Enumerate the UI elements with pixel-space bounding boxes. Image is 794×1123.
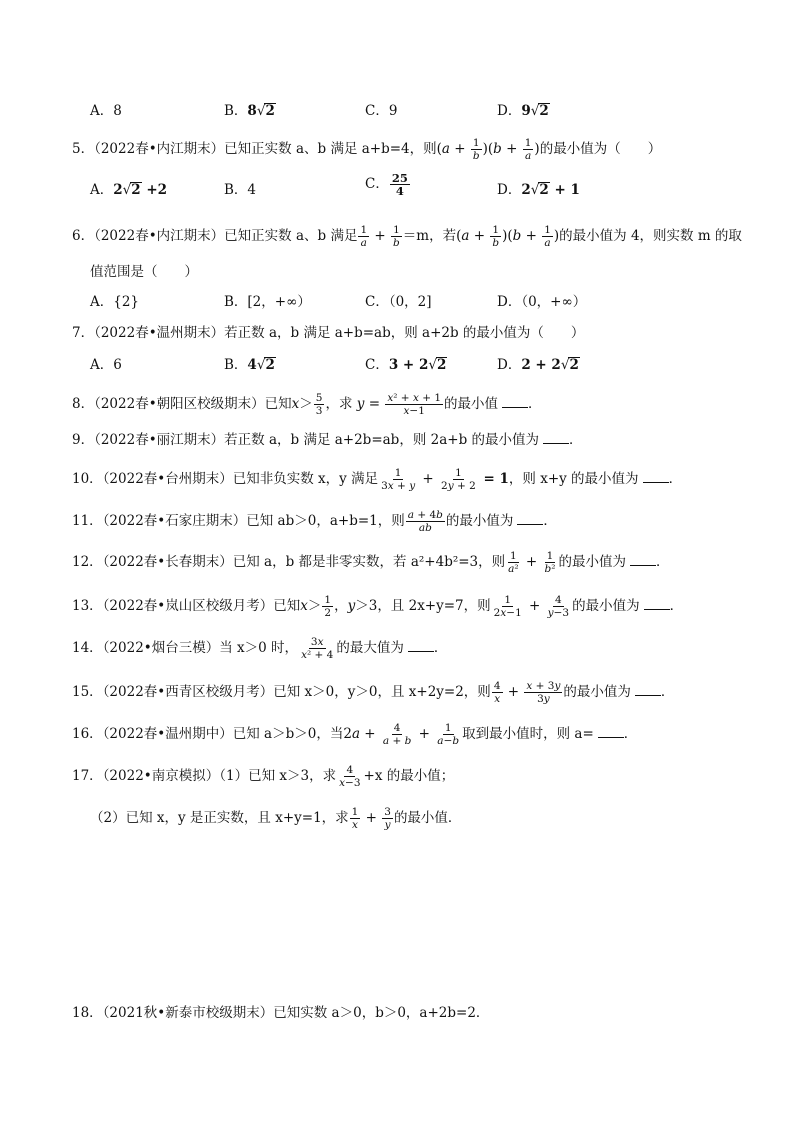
q4-option-d: D．9√2 (497, 103, 549, 119)
q8-answer-blank[interactable] (502, 395, 528, 408)
question-14: 14．（2022•烟台三模）当 x＞0 时， $\frac{3x}{\text{x² + 4}}$ 的最大值为 ． (72, 636, 448, 661)
q4-option-a: A．8 (90, 103, 122, 119)
q7-option-c: C．3 + 2√2 (365, 357, 447, 373)
question-7: 7．（2022春•温州期末）若正数 a，b 满足 a+b=ab，则 a+2b 的最小值为（ ） (72, 325, 585, 341)
question-12: 12．（2022春•长春期末）已知 a，b 都是非零实数，若 a²+4b²=3，则 $\frac{1}{\text{a²}}$ + $\frac{1}{\text{b²}}$ 的最小值为 ． (72, 550, 670, 575)
q5-option-a: A．2√2 +2 (90, 182, 168, 198)
q9-answer-blank[interactable] (543, 431, 569, 444)
q6-option-b: B．[2，+∞） (224, 294, 311, 310)
question-6: 6．（2022春•内江期末）已知正实数 a、b 满足 $\frac{1}{a}$ + $\frac{1}{b}$ ＝m，若(a + $\frac{1}{b}$ )(b + $\frac{1}{a}$ )的最小值为 4，则实数 m 的取 (72, 224, 742, 249)
q12-answer-blank[interactable] (630, 553, 656, 566)
question-17: 17．（2022•南京模拟）（1）已知 x＞3，求 $\frac{4}{x-3}$ +x 的最小值； (72, 764, 455, 789)
question-13: 13．（2022春•岚山区校级月考）已知x＞ $\frac{1}{2}$ ，y＞3，且 2x+y=7，则 $\frac{1}{2x-1}$ + $\frac{4}{y-3}$ 的最小值为 ． (72, 594, 684, 619)
question-6-line-2: 值范围是（ ） (90, 264, 198, 280)
q10-answer-blank[interactable] (643, 470, 669, 483)
q11-answer-blank[interactable] (517, 512, 543, 525)
question-18: 18．（2021秋•新泰市校级期末）已知实数 a＞0，b＞0，a+2b=2． (72, 1005, 490, 1021)
q5-option-b: B．4 (224, 182, 257, 198)
q7-option-d: D．2 + 2√2 (497, 357, 579, 373)
q6-option-d: D．（0，+∞） (497, 294, 587, 310)
q5-option-c: C． $\frac{25}{4}$ (365, 171, 408, 198)
question-5: 5．（2022春•内江期末）已知正实数 a、b 满足 a+b=4，则(a + $\frac{1}{b}$ )(b + $\frac{1}{a}$ )的最小值为（ ） (72, 137, 662, 162)
q13-answer-blank[interactable] (644, 597, 670, 610)
question-15: 15．（2022春•西青区校级月考）已知 x＞0，y＞0，且 x+2y=2，则 $\frac{4}{x}$ + $\frac{x + 3y}{3y}$ 的最小值为 ． (72, 680, 675, 705)
q15-answer-blank[interactable] (635, 683, 661, 696)
question-10: 10．（2022春•台州期末）已知非负实数 x，y 满足 $\frac{1}{3x + y}$ + $\frac{1}{2y + 2}$ = 1，则 x+y 的最小值为 ． (72, 467, 683, 492)
question-11: 11．（2022春•石家庄期末）已知 ab＞0，a+b=1，则 $\frac{a + 4b}{ab}$ 的最小值为 ． (72, 509, 557, 534)
question-17-part-2: （2）已知 x，y 是正实数，且 x+y=1，求 $\frac{1}{x}$ + $\frac{3}{y}$ 的最小值． (90, 806, 462, 831)
q4-option-c: C．9 (365, 103, 398, 119)
question-9: 9．（2022春•丽江期末）若正数 a，b 满足 a+2b=ab，则 2a+b 的最小值为 ． (72, 432, 583, 448)
question-16: 16．（2022春•温州期中）已知 a＞b＞0，当2a + $\frac{4}{a + b}$ + $\frac{1}{a-b}$ 取到最小值时，则 a= ． (72, 722, 638, 747)
q7-option-a: A．6 (90, 357, 122, 373)
q5-option-d: D．2√2 + 1 (497, 182, 580, 198)
q16-answer-blank[interactable] (598, 725, 624, 738)
question-8: 8．（2022春•朝阳区校级期末）已知x＞ $\frac{5}{3}$ ，求 y = $\frac{\text{x² + x + 1}}{x-1}$ 的最小值 ． (72, 392, 542, 417)
q7-option-b: B．4√2 (224, 357, 275, 373)
q4-option-b: B．8√2 (224, 103, 275, 119)
q6-option-a: A．{2} (90, 294, 140, 310)
q6-option-c: C．（0，2] (365, 294, 432, 310)
q14-answer-blank[interactable] (408, 639, 434, 652)
